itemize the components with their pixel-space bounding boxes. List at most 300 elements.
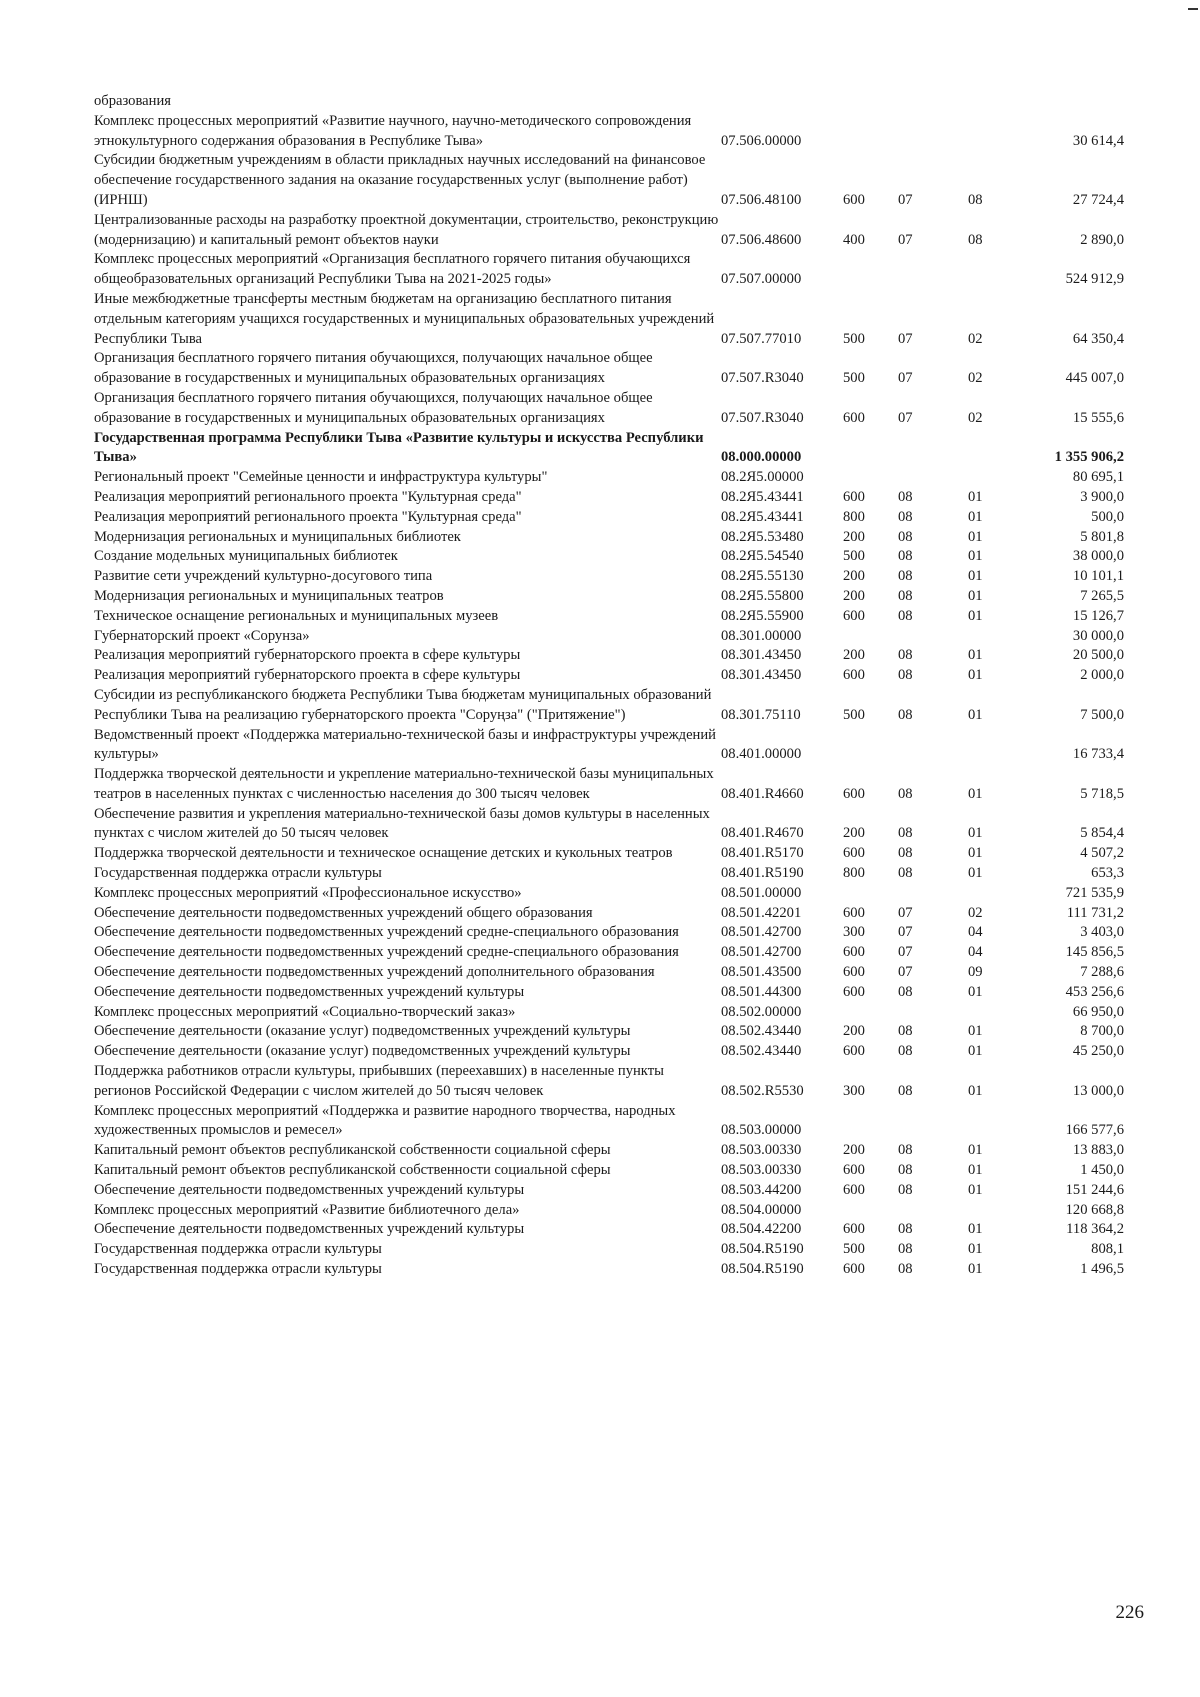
row-amount-cell: 3 900,0 [1080, 488, 1124, 505]
row-target-code-cell: 07.506.48600 [721, 231, 802, 248]
table-row [94, 508, 1124, 528]
row-subsection-cell: 01 [968, 667, 983, 684]
row-subsection-cell: 02 [968, 904, 983, 921]
row-section-cell: 08 [898, 1023, 913, 1040]
row-expense-type-cell: 800 [843, 508, 865, 525]
table-row [94, 666, 1124, 686]
row-section-cell: 07 [898, 904, 913, 921]
row-name-cell: Обеспечение деятельности подведомственных учреждений культуры [94, 1181, 525, 1198]
table-row [94, 250, 1124, 290]
row-subsection-cell: 04 [968, 944, 983, 961]
row-target-code-cell: 08.2Я5.53480 [721, 528, 804, 545]
row-expense-type-cell: 600 [843, 1261, 865, 1278]
table-row [94, 646, 1124, 666]
table-row [94, 429, 1124, 469]
row-subsection-cell: 08 [968, 231, 983, 248]
row-section-cell: 07 [898, 191, 913, 208]
table-row [94, 686, 1124, 726]
row-amount-cell: 15 126,7 [1072, 607, 1124, 624]
row-subsection-cell: 01 [968, 1043, 983, 1060]
table-row [94, 844, 1124, 864]
row-target-code-cell: 08.501.43500 [721, 964, 802, 981]
row-subsection-cell [968, 250, 1024, 290]
row-subsection-cell: 01 [968, 548, 983, 565]
table-row [94, 389, 1124, 429]
row-amount-cell: 80 695,1 [1072, 469, 1124, 486]
row-expense-type-cell [843, 627, 898, 647]
row-section-cell: 08 [898, 667, 913, 684]
row-amount-cell: 45 250,0 [1072, 1043, 1124, 1060]
row-target-code-cell: 08.501.00000 [721, 884, 802, 901]
row-name-cell: Комплекс процессных мероприятий «Развитие библиотечного дела» [94, 1201, 520, 1218]
row-amount-cell: 20 500,0 [1072, 647, 1124, 664]
row-subsection-cell [968, 468, 1024, 488]
row-name-cell: Организация бесплатного горячего питания обучающихся, получающих начальное общее образование в государственных и муниципальных образовательных организациях [94, 389, 653, 426]
row-target-code-cell: 08.2Я5.54540 [721, 548, 804, 565]
row-amount-cell: 500,0 [1091, 508, 1124, 525]
row-name-cell: Обеспечение деятельности подведомственных учреждений культуры [94, 1221, 525, 1238]
row-target-code-cell: 07.506.48100 [721, 191, 802, 208]
budget-table-body [94, 92, 1124, 1280]
table-row [94, 805, 1124, 845]
row-target-code-cell: 08.2Я5.43441 [721, 488, 804, 505]
row-section-cell: 08 [898, 647, 913, 664]
row-name-cell: Реализация мероприятий губернаторского проекта в сфере культуры [94, 667, 521, 684]
row-target-code-cell: 07.507.77010 [721, 330, 802, 347]
row-amount-cell: 5 854,4 [1080, 825, 1124, 842]
row-amount-cell: 1 450,0 [1080, 1162, 1124, 1179]
row-subsection-cell: 01 [968, 706, 983, 723]
row-name-cell: Региональный проект "Семейные ценности и инфраструктура культуры" [94, 469, 548, 486]
row-name-cell: Централизованные расходы на разработку проектной документации, строительство, реконструкцию (модернизацию) и капитальный ремонт объектов науки [94, 211, 719, 248]
row-name-cell: Субсидии бюджетным учреждениям в области прикладных научных исследований на финансовое обеспечение государственного задания на оказание государственных услуг (выполнение работ) (ИРНШ) [94, 152, 706, 208]
row-target-code-cell: 08.2Я5.55900 [721, 607, 804, 624]
row-target-code-cell: 08.502.00000 [721, 1003, 802, 1020]
row-subsection-cell: 01 [968, 528, 983, 545]
row-section-cell: 08 [898, 1162, 913, 1179]
row-amount-cell: 453 256,6 [1065, 983, 1124, 1000]
row-amount-cell: 15 555,6 [1072, 409, 1124, 426]
row-name-cell: Обеспечение деятельности подведомственных учреждений средне-специального образования [94, 944, 679, 961]
row-name-cell: Реализация мероприятий регионального проекта "Культурная среда" [94, 508, 522, 525]
row-amount-cell: 1 355 906,2 [1054, 449, 1124, 466]
table-row [94, 983, 1124, 1003]
row-expense-type-cell [843, 468, 898, 488]
row-subsection-cell: 09 [968, 964, 983, 981]
row-section-cell: 07 [898, 370, 913, 387]
row-name-cell: Капитальный ремонт объектов республиканской собственности социальной сферы [94, 1162, 611, 1179]
row-section-cell: 08 [898, 528, 913, 545]
row-section-cell [898, 429, 968, 469]
row-section-cell: 08 [898, 785, 913, 802]
row-amount-cell: 111 731,2 [1066, 904, 1124, 921]
row-section-cell: 07 [898, 944, 913, 961]
row-amount-cell: 7 288,6 [1080, 964, 1124, 981]
row-amount-cell: 64 350,4 [1072, 330, 1124, 347]
row-expense-type-cell: 500 [843, 370, 865, 387]
row-section-cell [898, 112, 968, 152]
table-row [94, 1003, 1124, 1023]
table-row [94, 290, 1124, 349]
row-expense-type-cell: 600 [843, 1043, 865, 1060]
row-amount-cell: 151 244,6 [1065, 1181, 1124, 1198]
row-name-cell: Обеспечение деятельности (оказание услуг) подведомственных учреждений культуры [94, 1043, 631, 1060]
row-target-code-cell: 08.504.00000 [721, 1201, 802, 1218]
row-amount-cell: 16 733,4 [1072, 746, 1124, 763]
row-amount-cell: 10 101,1 [1072, 568, 1124, 585]
row-expense-type-cell: 600 [843, 1162, 865, 1179]
row-subsection-cell: 01 [968, 508, 983, 525]
row-subsection-cell [968, 884, 1024, 904]
row-section-cell [898, 250, 968, 290]
row-target-code-cell: 08.503.44200 [721, 1181, 802, 1198]
row-target-code-cell: 08.2Я5.00000 [721, 469, 804, 486]
row-subsection-cell: 01 [968, 983, 983, 1000]
table-row [94, 1260, 1124, 1280]
row-target-code-cell: 08.401.R4670 [721, 825, 804, 842]
row-amount-cell: 3 403,0 [1080, 924, 1124, 941]
table-row [94, 963, 1124, 983]
row-name-cell: Техническое оснащение региональных и муниципальных музеев [94, 607, 499, 624]
row-subsection-cell: 01 [968, 587, 983, 604]
row-amount-cell: 38 000,0 [1072, 548, 1124, 565]
row-expense-type-cell: 600 [843, 983, 865, 1000]
table-row [94, 468, 1124, 488]
row-amount-cell: 2 890,0 [1080, 231, 1124, 248]
row-target-code-cell: 08.502.43440 [721, 1023, 802, 1040]
row-target-code-cell: 08.301.00000 [721, 627, 802, 644]
row-subsection-cell [968, 429, 1024, 469]
row-target-code-cell: 08.503.00000 [721, 1122, 802, 1139]
row-subsection-cell: 04 [968, 924, 983, 941]
table-row [94, 864, 1124, 884]
row-expense-type-cell: 200 [843, 1142, 865, 1159]
row-target-code-cell: 08.504.42200 [721, 1221, 802, 1238]
row-target-code-cell: 08.502.43440 [721, 1043, 802, 1060]
row-section-cell: 08 [898, 488, 913, 505]
table-row [94, 943, 1124, 963]
table-row [94, 1022, 1124, 1042]
row-name-cell: Губернаторский проект «Сорунза» [94, 627, 310, 644]
row-amount-cell: 145 856,5 [1065, 944, 1124, 961]
row-expense-type-cell: 600 [843, 191, 865, 208]
row-expense-type-cell [843, 92, 898, 112]
row-name-cell: Государственная поддержка отрасли культуры [94, 865, 382, 882]
row-expense-type-cell: 200 [843, 647, 865, 664]
row-expense-type-cell: 500 [843, 330, 865, 347]
table-row [94, 765, 1124, 805]
table-row [94, 92, 1124, 112]
row-expense-type-cell: 300 [843, 1082, 865, 1099]
row-expense-type-cell: 500 [843, 548, 865, 565]
row-name-cell: Модернизация региональных и муниципальных театров [94, 587, 444, 604]
row-target-code-cell: 08.301.43450 [721, 647, 802, 664]
table-row [94, 1102, 1124, 1142]
row-name-cell: Поддержка творческой деятельности и укрепление материально-технической базы муниципальных театров в населенных пунктах с численностью населения до 300 тысяч человек [94, 766, 714, 802]
row-name-cell: Поддержка творческой деятельности и техническое оснащение детских и кукольных театров [94, 845, 673, 862]
table-row [94, 211, 1124, 251]
row-section-cell: 08 [898, 1043, 913, 1060]
row-name-cell: Государственная поддержка отрасли культуры [94, 1261, 382, 1278]
row-expense-type-cell: 400 [843, 231, 865, 248]
row-section-cell: 08 [898, 548, 913, 565]
row-name-cell: Комплекс процессных мероприятий «Организация бесплатного горячего питания обучающихся общеобразовательных организаций Республики Тыва на 2021-2025 годы» [94, 251, 691, 288]
row-subsection-cell [968, 627, 1024, 647]
row-expense-type-cell: 200 [843, 1023, 865, 1040]
row-name-cell: Обеспечение деятельности (оказание услуг) подведомственных учреждений культуры [94, 1023, 631, 1040]
table-row [94, 547, 1124, 567]
row-expense-type-cell: 600 [843, 667, 865, 684]
row-section-cell [898, 1102, 968, 1142]
row-amount-cell: 653,3 [1091, 865, 1124, 882]
row-name-cell: Обеспечение деятельности подведомственных учреждений средне-специального образования [94, 924, 679, 941]
row-expense-type-cell: 300 [843, 924, 865, 941]
row-amount-cell: 66 950,0 [1072, 1003, 1124, 1020]
row-target-code-cell: 08.2Я5.55800 [721, 587, 804, 604]
row-amount-cell: 13 000,0 [1072, 1082, 1124, 1099]
row-expense-type-cell: 600 [843, 944, 865, 961]
table-row [94, 884, 1124, 904]
row-section-cell: 08 [898, 508, 913, 525]
row-amount-cell [1024, 92, 1124, 112]
row-amount-cell: 721 535,9 [1065, 884, 1124, 901]
row-amount-cell: 808,1 [1091, 1241, 1124, 1258]
row-section-cell: 07 [898, 409, 913, 426]
row-subsection-cell [968, 1201, 1024, 1221]
row-expense-type-cell: 600 [843, 845, 865, 862]
row-target-code-cell: 08.501.42700 [721, 924, 802, 941]
row-subsection-cell: 01 [968, 785, 983, 802]
row-section-cell: 08 [898, 1142, 913, 1159]
row-name-cell: образования [94, 93, 171, 109]
row-section-cell: 08 [898, 825, 913, 842]
row-target-code-cell: 08.503.00330 [721, 1142, 802, 1159]
row-section-cell: 08 [898, 983, 913, 1000]
row-name-cell: Реализация мероприятий губернаторского проекта в сфере культуры [94, 647, 521, 664]
table-row [94, 627, 1124, 647]
row-section-cell: 07 [898, 231, 913, 248]
table-row [94, 1240, 1124, 1260]
row-name-cell: Поддержка работников отрасли культуры, прибывших (переехавших) в населенные пункты регионов Российской Федерации с числом жителей до 50 тысяч человек [94, 1063, 664, 1099]
row-expense-type-cell [843, 250, 898, 290]
row-expense-type-cell: 600 [843, 409, 865, 426]
row-amount-cell: 30 000,0 [1072, 627, 1124, 644]
table-row [94, 567, 1124, 587]
row-expense-type-cell: 600 [843, 1221, 865, 1238]
row-target-code-cell: 08.2Я5.55130 [721, 568, 804, 585]
row-target-code-cell: 07.507.00000 [721, 271, 802, 288]
row-subsection-cell: 02 [968, 330, 983, 347]
row-expense-type-cell [843, 112, 898, 152]
table-row [94, 904, 1124, 924]
row-name-cell: Обеспечение деятельности подведомственных учреждений общего образования [94, 904, 593, 921]
table-row [94, 1062, 1124, 1102]
row-name-cell: Ведомственный проект «Поддержка материально-технической базы и инфраструктуры учреждений культуры» [94, 726, 716, 763]
budget-table [94, 92, 1124, 1280]
row-amount-cell: 5 801,8 [1080, 528, 1124, 545]
row-subsection-cell: 01 [968, 1082, 983, 1099]
row-target-code-cell: 08.501.42700 [721, 944, 802, 961]
row-target-code-cell: 08.504.R5190 [721, 1261, 804, 1278]
row-expense-type-cell [843, 429, 898, 469]
row-section-cell: 07 [898, 924, 913, 941]
row-amount-cell: 7 265,5 [1080, 587, 1124, 604]
row-expense-type-cell: 500 [843, 706, 865, 723]
row-target-code-cell: 08.401.R5170 [721, 845, 804, 862]
row-amount-cell: 445 007,0 [1065, 370, 1124, 387]
row-name-cell: Обеспечение деятельности подведомственных учреждений культуры [94, 983, 525, 1000]
row-section-cell: 08 [898, 1181, 913, 1198]
table-row [94, 488, 1124, 508]
row-name-cell: Субсидии из республиканского бюджета Республики Тыва бюджетам муниципальных образований Республики Тыва на реализацию губернаторского проекта "Соруңза" ("Притяжение") [94, 686, 712, 723]
row-amount-cell: 5 718,5 [1080, 785, 1124, 802]
row-subsection-cell: 01 [968, 647, 983, 664]
row-amount-cell: 27 724,4 [1072, 191, 1124, 208]
row-name-cell: Государственная поддержка отрасли культуры [94, 1241, 382, 1258]
row-target-code-cell: 08.502.R5530 [721, 1082, 804, 1099]
row-section-cell: 08 [898, 845, 913, 862]
table-row [94, 607, 1124, 627]
row-section-cell: 08 [898, 1082, 913, 1099]
row-subsection-cell: 01 [968, 865, 983, 882]
row-section-cell: 08 [898, 865, 913, 882]
row-subsection-cell [968, 92, 1024, 112]
row-name-cell: Реализация мероприятий регионального проекта "Культурная среда" [94, 488, 522, 505]
row-amount-cell: 166 577,6 [1065, 1122, 1124, 1139]
row-amount-cell: 8 700,0 [1080, 1023, 1124, 1040]
row-subsection-cell: 01 [968, 607, 983, 624]
row-section-cell [898, 92, 968, 112]
row-subsection-cell: 01 [968, 825, 983, 842]
row-subsection-cell: 01 [968, 1181, 983, 1198]
row-target-code-cell: 08.000.00000 [721, 449, 802, 466]
row-expense-type-cell: 200 [843, 587, 865, 604]
row-amount-cell: 2 000,0 [1080, 667, 1124, 684]
row-amount-cell: 7 500,0 [1080, 706, 1124, 723]
row-expense-type-cell: 600 [843, 1181, 865, 1198]
row-expense-type-cell: 600 [843, 904, 865, 921]
row-section-cell: 08 [898, 1221, 913, 1238]
row-subsection-cell: 01 [968, 1142, 983, 1159]
row-amount-cell: 4 507,2 [1080, 845, 1124, 862]
row-section-cell: 07 [898, 964, 913, 981]
row-name-cell: Обеспечение развития и укрепления материально-технической базы домов культуры в населенных пунктах с числом жителей до 50 тысяч человек [94, 805, 710, 842]
table-row [94, 1141, 1124, 1161]
row-subsection-cell [968, 112, 1024, 152]
row-subsection-cell: 01 [968, 568, 983, 585]
row-expense-type-cell [843, 1102, 898, 1142]
row-section-cell: 08 [898, 1241, 913, 1258]
row-section-cell [898, 1201, 968, 1221]
row-target-code-cell: 08.301.43450 [721, 667, 802, 684]
table-row [94, 587, 1124, 607]
row-name-cell: Капитальный ремонт объектов республиканской собственности социальной сферы [94, 1142, 611, 1159]
row-section-cell [898, 468, 968, 488]
row-subsection-cell: 01 [968, 1221, 983, 1238]
row-subsection-cell: 01 [968, 1023, 983, 1040]
row-expense-type-cell: 800 [843, 865, 865, 882]
table-row [94, 1181, 1124, 1201]
row-section-cell [898, 726, 968, 766]
row-subsection-cell: 08 [968, 191, 983, 208]
row-subsection-cell: 02 [968, 409, 983, 426]
row-amount-cell: 13 883,0 [1072, 1142, 1124, 1159]
row-name-cell: Модернизация региональных и муниципальных библиотек [94, 528, 461, 545]
table-row [94, 112, 1124, 152]
row-subsection-cell: 01 [968, 1162, 983, 1179]
table-row [94, 528, 1124, 548]
row-section-cell: 08 [898, 1261, 913, 1278]
row-target-code-cell: 07.506.00000 [721, 132, 802, 149]
table-row [94, 1220, 1124, 1240]
row-target-code-cell [721, 92, 843, 112]
row-section-cell: 08 [898, 706, 913, 723]
row-name-cell: Комплекс процессных мероприятий «Социально-творческий заказ» [94, 1003, 516, 1020]
row-name-cell: Организация бесплатного горячего питания обучающихся, получающих начальное общее образование в государственных и муниципальных образовательных организациях [94, 350, 653, 387]
row-amount-cell: 118 364,2 [1066, 1221, 1124, 1238]
row-subsection-cell [968, 1003, 1024, 1023]
row-target-code-cell: 08.2Я5.43441 [721, 508, 804, 525]
row-target-code-cell: 08.503.00330 [721, 1162, 802, 1179]
row-expense-type-cell: 600 [843, 488, 865, 505]
row-expense-type-cell [843, 884, 898, 904]
row-name-cell: Комплекс процессных мероприятий «Развитие научного, научно-методического сопровождения этнокультурного содержания образования в Республике Тыва» [94, 112, 692, 149]
row-name-cell: Иные межбюджетные трансферты местным бюджетам на организацию бесплатного питания отдельным категориям учащихся государственных и муниципальных образовательных учреждений Республики Тыва [94, 290, 715, 347]
row-expense-type-cell: 200 [843, 825, 865, 842]
row-amount-cell: 524 912,9 [1065, 271, 1124, 288]
row-amount-cell: 30 614,4 [1072, 132, 1124, 149]
table-row [94, 726, 1124, 766]
row-expense-type-cell [843, 1201, 898, 1221]
row-section-cell: 07 [898, 330, 913, 347]
row-expense-type-cell: 200 [843, 528, 865, 545]
row-target-code-cell: 08.501.42201 [721, 904, 802, 921]
row-target-code-cell: 08.401.R4660 [721, 785, 804, 802]
row-name-cell: Государственная программа Республики Тыва «Развитие культуры и искусства Республики Тыва» [94, 429, 704, 466]
row-expense-type-cell [843, 726, 898, 766]
row-expense-type-cell: 600 [843, 607, 865, 624]
table-row [94, 923, 1124, 943]
table-row [94, 349, 1124, 389]
row-name-cell: Обеспечение деятельности подведомственных учреждений дополнительного образования [94, 964, 655, 981]
table-row [94, 1042, 1124, 1062]
row-target-code-cell: 08.401.00000 [721, 746, 802, 763]
row-amount-cell: 120 668,8 [1065, 1201, 1124, 1218]
row-subsection-cell [968, 1102, 1024, 1142]
row-subsection-cell [968, 726, 1024, 766]
row-name-cell: Развитие сети учреждений культурно-досугового типа [94, 568, 433, 585]
row-expense-type-cell [843, 1003, 898, 1023]
row-name-cell: Комплекс процессных мероприятий «Поддержка и развитие народного творчества, народных художественных промыслов и ремесел» [94, 1102, 676, 1139]
row-target-code-cell: 08.501.44300 [721, 983, 802, 1000]
row-target-code-cell: 08.301.75110 [721, 706, 801, 723]
row-subsection-cell: 02 [968, 370, 983, 387]
row-target-code-cell: 07.507.R3040 [721, 409, 804, 426]
table-row [94, 1161, 1124, 1181]
page-number: 226 [1115, 1602, 1144, 1623]
row-target-code-cell: 08.504.R5190 [721, 1241, 804, 1258]
row-target-code-cell: 07.507.R3040 [721, 370, 804, 387]
row-subsection-cell: 01 [968, 845, 983, 862]
table-row [94, 1201, 1124, 1221]
row-section-cell [898, 1003, 968, 1023]
corner-mark [1188, 8, 1198, 10]
row-expense-type-cell: 600 [843, 964, 865, 981]
row-section-cell [898, 884, 968, 904]
row-subsection-cell: 01 [968, 1261, 983, 1278]
row-subsection-cell: 01 [968, 488, 983, 505]
row-expense-type-cell: 200 [843, 568, 865, 585]
